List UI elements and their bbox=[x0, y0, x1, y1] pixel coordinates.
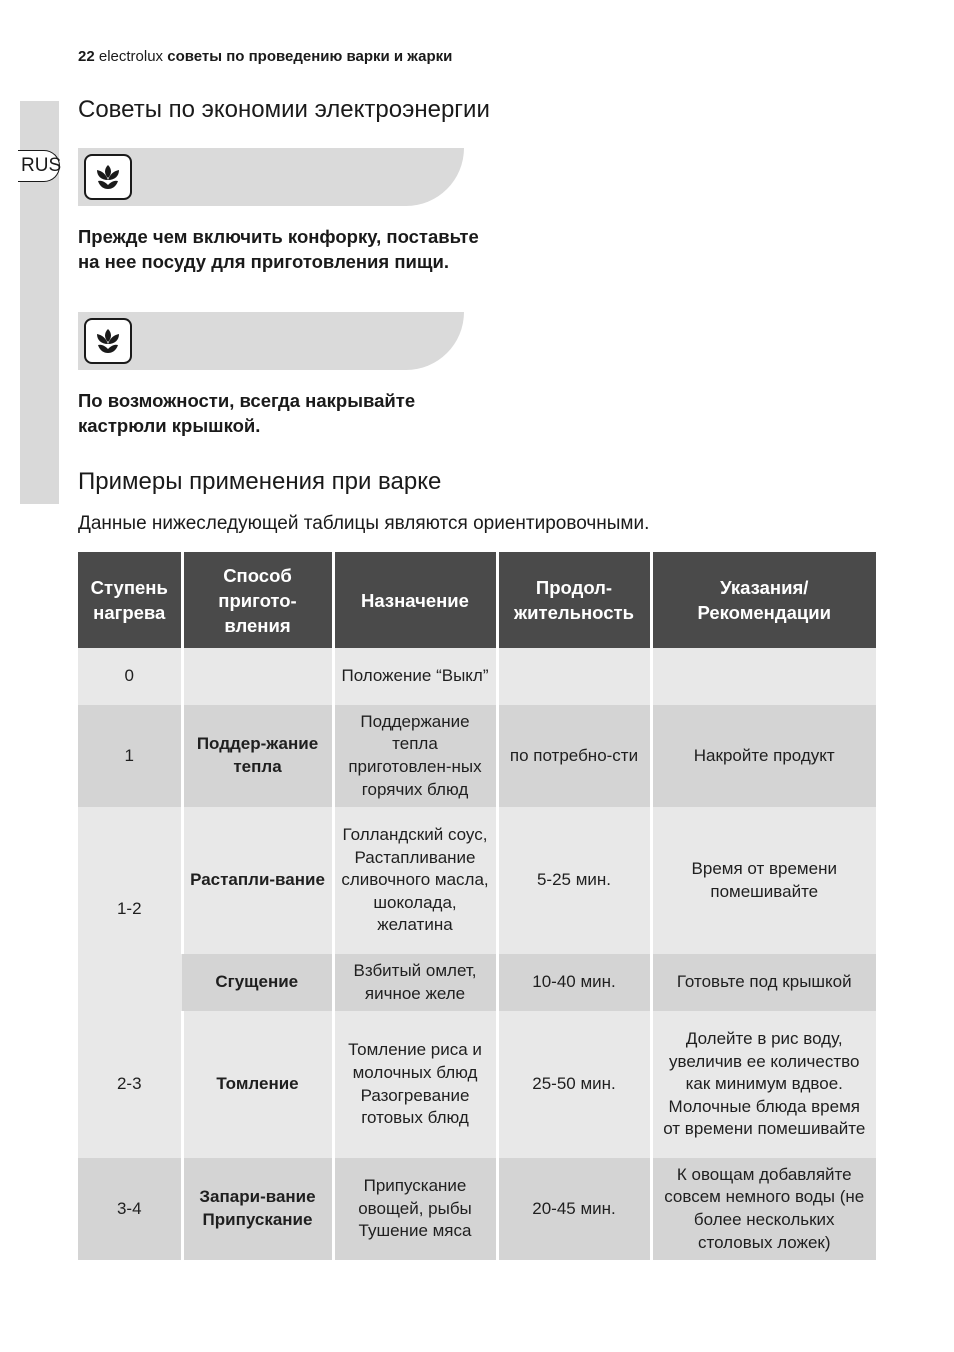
cooking-table bbox=[78, 552, 876, 1260]
table-row bbox=[78, 705, 876, 807]
page-header bbox=[78, 48, 452, 65]
cell-purpose: Припускание овощей, рыбы Тушение мяса bbox=[333, 1158, 497, 1260]
cell-notes: К овощам добавляйте совсем немного воды (не более нескольких столовых ложек) bbox=[651, 1158, 876, 1260]
cell-method: Поддер-жание тепла bbox=[182, 705, 333, 807]
energy-heading: Советы по экономии электроэнергии bbox=[78, 96, 490, 123]
table-row bbox=[78, 648, 876, 705]
cell-method: Запари-вание Припускание bbox=[182, 1158, 333, 1260]
col-header-notes: Указания/ Рекомендации bbox=[651, 552, 876, 648]
eco-flower-icon bbox=[84, 318, 132, 364]
cell-notes: Готовьте под крышкой bbox=[651, 954, 876, 1011]
brand-name: electrolux bbox=[98, 48, 164, 65]
cell-level: 2-3 bbox=[78, 1011, 182, 1158]
col-header-purpose: Назначение bbox=[333, 552, 497, 648]
language-tab: RUS bbox=[18, 150, 60, 182]
tip-band-2 bbox=[78, 312, 464, 370]
cell-level: 0 bbox=[78, 648, 182, 705]
cell-duration: 20-45 мин. bbox=[497, 1158, 651, 1260]
cell-duration bbox=[497, 648, 651, 705]
tip-text-1: Прежде чем включить конфорку, поставьте на нее посуду для приготовления пищи. bbox=[78, 226, 479, 272]
table-row bbox=[78, 1011, 876, 1158]
table-row bbox=[78, 807, 876, 954]
cell-purpose: Голландский соус, Растапливание сливочного масла, шоколада, желатина bbox=[333, 807, 497, 954]
cell-notes: Долейте в рис воду, увеличив ее количество как минимум вдвое. Молочные блюда время от времени помешивайте bbox=[651, 1011, 876, 1158]
table-row bbox=[78, 1158, 876, 1260]
cell-purpose: Положение “Выкл” bbox=[333, 648, 497, 705]
cell-level: 3-4 bbox=[78, 1158, 182, 1260]
table-row bbox=[78, 954, 876, 1011]
cell-notes: Время от времени помешивайте bbox=[651, 807, 876, 954]
table-header-row bbox=[78, 552, 876, 648]
table-intro: Данные нижеследующей таблицы являются ориентировочными. bbox=[78, 513, 650, 534]
section-title: советы по проведению варки и жарки bbox=[167, 48, 453, 65]
tip-text-2: По возможности, всегда накрывайте кастрюли крышкой. bbox=[78, 390, 416, 436]
cell-level: 1-2 bbox=[78, 807, 182, 1011]
cell-method: Сгущение bbox=[182, 954, 333, 1011]
tip-band-1 bbox=[78, 148, 464, 206]
cell-purpose: Томление риса и молочных блюд Разогревание готовых блюд bbox=[333, 1011, 497, 1158]
col-header-duration: Продол-жительность bbox=[497, 552, 651, 648]
col-header-level: Ступень нагрева bbox=[78, 552, 182, 648]
cell-purpose: Взбитый омлет, яичное желе bbox=[333, 954, 497, 1011]
cell-notes: Накройте продукт bbox=[651, 705, 876, 807]
eco-flower-icon bbox=[84, 154, 132, 200]
cell-level: 1 bbox=[78, 705, 182, 807]
cell-method bbox=[182, 648, 333, 705]
cell-notes bbox=[651, 648, 876, 705]
cell-duration: по потребно-сти bbox=[497, 705, 651, 807]
cell-duration: 25-50 мин. bbox=[497, 1011, 651, 1158]
cell-method: Томление bbox=[182, 1011, 333, 1158]
page-number: 22 bbox=[78, 48, 95, 65]
cell-duration: 5-25 мин. bbox=[497, 807, 651, 954]
col-header-method: Способ пригото-вления bbox=[182, 552, 333, 648]
cell-duration: 10-40 мин. bbox=[497, 954, 651, 1011]
examples-heading: Примеры применения при варке bbox=[78, 468, 442, 495]
cell-method: Растапли-вание bbox=[182, 807, 333, 954]
cell-purpose: Поддержание тепла приготовлен-ных горячих блюд bbox=[333, 705, 497, 807]
